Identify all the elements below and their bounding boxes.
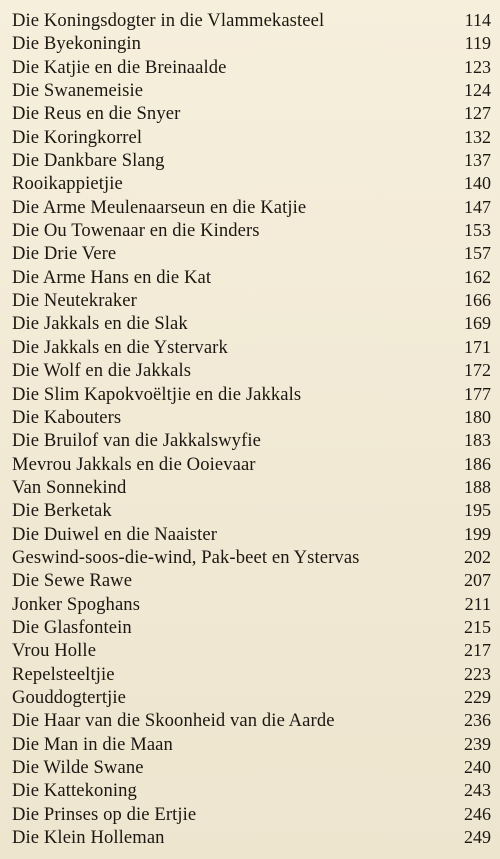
toc-entry xyxy=(12,242,491,265)
toc-entry-page-number: 223 xyxy=(464,663,491,684)
toc-entry-page-number: 246 xyxy=(464,803,491,824)
toc-entry-title: Van Sonnekind xyxy=(12,476,127,498)
toc-entry xyxy=(12,546,491,569)
toc-entry-page-number: 249 xyxy=(464,827,491,848)
toc-entry xyxy=(12,476,491,499)
toc-entry-page-number: 124 xyxy=(464,80,491,101)
toc-entry-page-number: 186 xyxy=(464,453,491,474)
toc-entry-page-number: 188 xyxy=(464,476,491,497)
toc-entry-page-number: 140 xyxy=(464,173,491,194)
toc-entry-title: Die Arme Hans en die Kat xyxy=(12,266,212,288)
toc-entry xyxy=(12,196,491,219)
toc-entry-title: Die Dankbare Slang xyxy=(12,150,165,172)
toc-entry xyxy=(12,779,491,802)
toc-entry-title: Die Sewe Rawe xyxy=(12,570,133,592)
toc-entry-page-number: 147 xyxy=(464,196,491,217)
toc-entry-title: Die Haar van die Skoonheid van die Aarde xyxy=(12,710,335,732)
toc-entry xyxy=(12,219,491,242)
toc-entry-title: Die Man in die Maan xyxy=(12,733,173,755)
table-of-contents xyxy=(12,9,491,849)
toc-entry-title: Die Wilde Swane xyxy=(12,757,144,778)
toc-entry-title: Die Koringkorrel xyxy=(12,126,143,148)
toc-entry xyxy=(12,569,491,592)
toc-entry xyxy=(12,523,491,546)
toc-entry-page-number: 123 xyxy=(464,56,491,77)
toc-entry-title: Die Arme Meulenaarseun en die Katjie xyxy=(12,196,307,218)
toc-entry-page-number: 229 xyxy=(464,686,491,707)
toc-entry xyxy=(12,499,491,522)
toc-entry-title: Repelsteeltjie xyxy=(12,663,115,685)
toc-entry xyxy=(12,663,491,686)
toc-entry xyxy=(12,102,491,125)
toc-entry-page-number: 162 xyxy=(464,266,491,287)
toc-entry xyxy=(12,359,491,382)
toc-entry-title: Die Katjie en die Breinaalde xyxy=(12,56,227,78)
toc-entry-title: Die Koningsdogter in die Vlammekasteel xyxy=(12,10,325,31)
toc-entry-page-number: 240 xyxy=(464,757,491,777)
toc-entry xyxy=(12,9,491,32)
toc-entry-title: Die Drie Vere xyxy=(12,243,117,265)
toc-entry xyxy=(12,289,491,312)
toc-entry xyxy=(12,616,491,639)
toc-entry-title: Die Jakkals en die Ystervark xyxy=(12,336,228,358)
toc-entry-title: Die Slim Kapokvoëltjie en die Jakkals xyxy=(12,383,302,405)
toc-entry-page-number: 177 xyxy=(464,383,491,404)
toc-entry xyxy=(12,756,491,779)
toc-entry-page-number: 236 xyxy=(464,710,491,731)
toc-entry-title: Die Wolf en die Jakkals xyxy=(12,360,192,382)
toc-entry xyxy=(12,56,491,79)
toc-entry-page-number: 171 xyxy=(464,336,491,357)
toc-entry xyxy=(12,266,491,289)
toc-entry-page-number: 137 xyxy=(464,150,491,171)
toc-entry-title: Die Prinses op die Ertjie xyxy=(12,803,197,825)
toc-entry-page-number: 180 xyxy=(464,406,491,427)
toc-entry-title: Die Byekoningin xyxy=(12,33,142,55)
toc-entry-page-number: 183 xyxy=(464,430,491,451)
toc-entry-title: Die Berketak xyxy=(12,500,112,522)
toc-entry xyxy=(12,406,491,429)
toc-entry-title: Die Kattekoning xyxy=(12,780,137,802)
toc-entry-page-number: 169 xyxy=(464,313,491,334)
toc-entry-title: Geswind-soos-die-wind, Pak-beet en Ystervas xyxy=(12,546,360,568)
toc-entry-page-number: 215 xyxy=(464,616,491,637)
toc-entry xyxy=(12,32,491,55)
toc-entry-page-number: 114 xyxy=(464,10,491,30)
toc-entry-page-number: 153 xyxy=(464,220,491,241)
toc-entry xyxy=(12,733,491,756)
toc-entry-page-number: 132 xyxy=(464,126,491,147)
toc-entry-title: Die Neutekraker xyxy=(12,290,137,312)
toc-entry-page-number: 195 xyxy=(464,500,491,521)
toc-entry-title: Die Duiwel en die Naaister xyxy=(12,523,217,545)
toc-entry-page-number: 202 xyxy=(464,546,491,567)
toc-entry-page-number: 119 xyxy=(464,33,491,54)
toc-entry xyxy=(12,383,491,406)
toc-entry-page-number: 239 xyxy=(464,733,491,754)
toc-entry-title: Die Jakkals en die Slak xyxy=(12,313,188,335)
toc-entry-title: Mevrou Jakkals en die Ooievaar xyxy=(12,453,256,475)
toc-entry-page-number: 207 xyxy=(464,570,491,591)
toc-entry xyxy=(12,453,491,476)
toc-entry xyxy=(12,149,491,172)
toc-entry xyxy=(12,803,491,826)
toc-entry-page-number: 217 xyxy=(464,640,491,661)
toc-entry-title: Die Kabouters xyxy=(12,406,122,428)
toc-entry xyxy=(12,312,491,335)
toc-entry xyxy=(12,593,491,616)
toc-entry-page-number: 172 xyxy=(464,360,491,381)
toc-entry xyxy=(12,126,491,149)
toc-entry-page-number: 211 xyxy=(464,593,491,614)
toc-entry xyxy=(12,429,491,452)
toc-entry xyxy=(12,709,491,732)
toc-entry-title: Gouddogtertjie xyxy=(12,686,126,708)
toc-entry-page-number: 166 xyxy=(464,290,491,311)
toc-entry-title: Vrou Holle xyxy=(12,640,97,662)
toc-entry-title: Die Ou Towenaar en die Kinders xyxy=(12,220,260,242)
toc-entry-title: Die Klein Holleman xyxy=(12,827,165,849)
toc-entry-title: Die Reus en die Snyer xyxy=(12,103,181,125)
toc-entry-title: Jonker Spoghans xyxy=(12,593,141,615)
toc-entry-title: Die Glasfontein xyxy=(12,616,132,638)
toc-entry-title: Die Swanemeisie xyxy=(12,80,144,102)
toc-entry-page-number: 243 xyxy=(464,780,491,801)
toc-entry-page-number: 127 xyxy=(464,103,491,124)
toc-entry-page-number: 199 xyxy=(464,523,491,544)
toc-entry-title: Rooikappietjie xyxy=(12,173,123,195)
toc-entry-page-number: 157 xyxy=(464,243,491,264)
toc-entry xyxy=(12,686,491,709)
toc-entry xyxy=(12,826,491,849)
toc-entry xyxy=(12,336,491,359)
toc-entry-title: Die Bruilof van die Jakkalswyfie xyxy=(12,430,261,452)
toc-entry xyxy=(12,639,491,662)
toc-entry xyxy=(12,79,491,102)
toc-entry xyxy=(12,172,491,195)
